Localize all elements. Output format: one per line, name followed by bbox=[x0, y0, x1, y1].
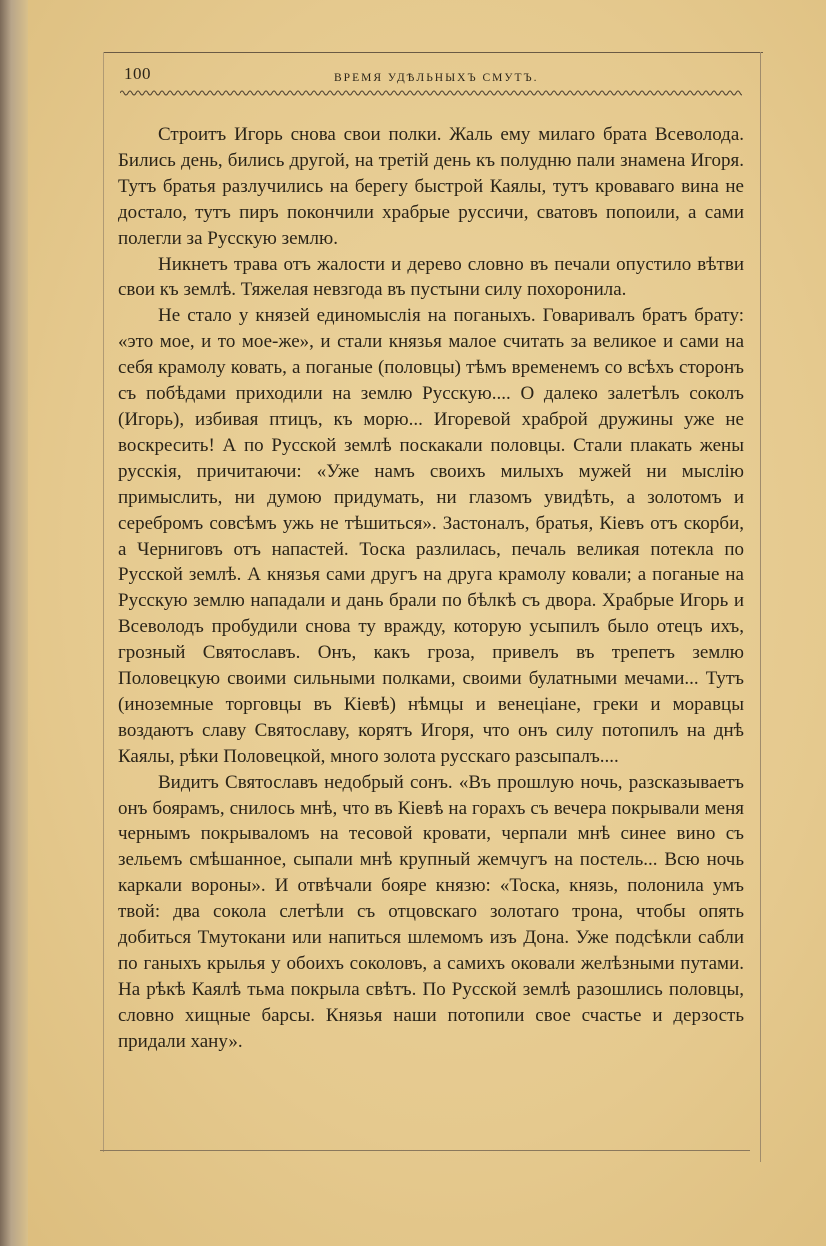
page-number: 100 bbox=[124, 64, 151, 83]
paragraph: Не стало у князей единомыслія на поганыхъ. Говаривалъ братъ брату: «это мое, и то мое-же», и стали князья малое считать за великое и сами на себя крамолу ковать, а поганые (половцы) тѣмъ временемъ со всѣхъ сторонъ съ побѣдами приходили на землю Русскую.... О далеко залетѣлъ соколъ (Игорь), избивая птицъ, къ морю... Игоревой храброй дружины уже не воскресить! А по Русской землѣ поскакали половцы. Стали плакать жены русскія, причитаючи: «Уже намъ своихъ милыхъ мужей ни мыслію примыслить, ни думою придумать, ни глазомъ увидѣть, а золотомъ и серебромъ совсѣмъ ужь не тѣшиться». Застоналъ, братья, Кіевъ отъ скорби, а Черниговъ отъ напастей. Тоска разлилась, печаль великая потекла по Русской землѣ. А князья сами другъ на друга крамолу ковали; а поганые на Русскую землю нападали и дань брали по бѣлкѣ съ двора. Храбрые Игорь и Всеволодъ пробудили снова ту вражду, которую усыпилъ было отецъ ихъ, грозный Святославъ. Онъ, какъ гроза, привелъ въ трепетъ землю Половецкую своими сильными полками, своими булатными мечами... Тутъ (иноземные торговцы въ Кіевѣ) нѣмцы и венеціане, греки и моравцы воздаютъ славу Святославу, корятъ Игоря, что онъ силу потопилъ на днѣ Каялы, рѣки Половецкой, много золота русскаго разсыпалъ.... bbox=[118, 305, 744, 767]
body-text bbox=[118, 122, 744, 1055]
wavy-ornament-rule bbox=[120, 88, 742, 98]
paragraph: Строитъ Игорь снова свои полки. Жаль ему милаго брата Всеволода. Бились день, бились другой, на третій день къ полудню пали знамена Игоря. Тутъ братья разлучились на берегу быстрой Каялы, тутъ кроваваго вина не достало, тутъ пиръ покончили храбрые руссичи, сватовъ попоили, а сами полегли за Русскую землю. bbox=[118, 124, 744, 249]
paragraph: Видитъ Святославъ недобрый сонъ. «Въ прошлую ночь, разсказываетъ онъ боярамъ, снилось мнѣ, что въ Кіевѣ на горахъ съ вечера покрывали меня чернымъ покрываломъ на тесовой кровати, черпали мнѣ синее вино съ зельемъ смѣшанное, сыпали мнѣ крупный жемчугъ на постель... Всю ночь каркали вороны». И отвѣчали бояре князю: «Тоска, князь, полонила умъ твой: два сокола слетѣли съ отцовскаго золотаго трона, чтобы опять добиться Тмутокани или напиться шлемомъ изъ Дона. Уже подсѣкли сабли по ганыхъ крылья у обоихъ соколовъ, а самихъ оковали желѣзными путами. На рѣкѣ Каялѣ тьма покрыла свѣтъ. По Русской землѣ разошлись половцы, словно хищные барсы. Князья наши потопили свое счастье и дерзость придали хану». bbox=[118, 771, 744, 1052]
top-rule bbox=[103, 52, 763, 53]
page-binding-edge bbox=[0, 0, 28, 1246]
left-frame-rule bbox=[103, 52, 104, 1152]
bottom-rule bbox=[100, 1150, 750, 1151]
right-frame-rule bbox=[760, 52, 761, 1162]
paragraph: Никнетъ трава отъ жалости и дерево словно въ печали опустило вѣтви свои къ землѣ. Тяжелая невзгода въ пустыни силу похоронила. bbox=[118, 253, 744, 301]
running-title: ВРЕМЯ УДѢЛЬНЫХЪ СМУТЪ. bbox=[334, 72, 539, 84]
page-header bbox=[124, 64, 740, 86]
